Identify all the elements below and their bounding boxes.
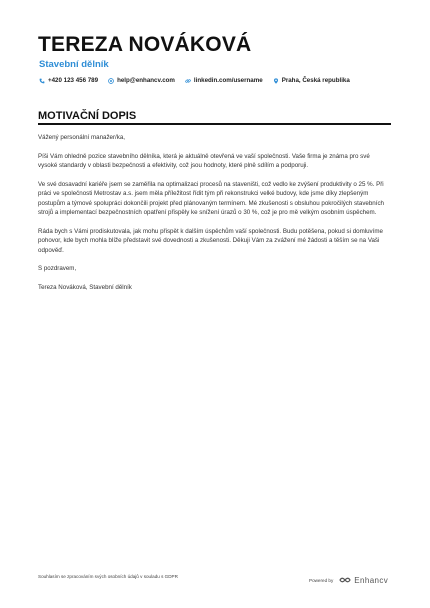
letter-signature: Tereza Nováková, Stavební dělník <box>38 283 132 291</box>
letter-paragraph: Ve své dosavadní kariéře jsem se zaměřila na optimalizaci procesů na staveništi, což vedlo ke zvýšení produktivity o 25 %. Při práci ve společnosti Metrostav a.s. jsem měla příležitost řídit tým při rekonstrukci velké budovy, kde jsme díky zlepšeným postupům a týmové spolupráci dokončili projekt před plánovaným termínem. Mé zkušenosti s obsluhou pokročilých stavebních strojů a implementací bezpečnostních opatření přispěly ke snížení úrazů o 30 %, což je pro mě velkým osobním úspěchem. <box>38 180 384 216</box>
section-divider <box>38 123 391 125</box>
contact-email[interactable] <box>108 77 175 84</box>
phone-icon <box>39 78 45 84</box>
location-pin-icon <box>273 78 279 84</box>
link-icon <box>185 78 191 84</box>
section-title: MOTIVAČNÍ DOPIS <box>38 110 137 122</box>
linkedin-text: linkedin.com/username <box>193 77 263 84</box>
gdpr-consent: Souhlasím se zpracováním svých osobních údajů v souladu s GDPR <box>38 574 178 579</box>
contact-location <box>273 77 350 84</box>
letter-paragraph: Ráda bych s Vámi prodiskutovala, jak mohu přispět k dalším úspěchům vaší společnosti. Budu potěšena, pokud si domluvíme pohovor, kde bych mohla blíže představit své dovednosti a zkušenosti. Děkuji Vám za zvážení mé žádosti a těším se na Vaši odpověď. <box>38 227 383 254</box>
contact-phone[interactable] <box>39 77 98 84</box>
contact-bar <box>39 77 350 84</box>
letter-body <box>38 133 390 301</box>
email-text: help@enhancv.com <box>117 77 175 84</box>
candidate-role: Stavební dělník <box>39 59 109 70</box>
enhancv-logo-icon <box>339 571 351 589</box>
letter-paragraph: Píši Vám ohledně pozice stavebního dělníka, která je aktuálně otevřená ve vaší společnosti. Vaše firma je známa pro své vysoké standardy v oblasti bezpečnosti a efektivity, což jsou hodnoty, které plně sdílím a podporuji. <box>38 152 370 169</box>
location-text: Praha, Česká republika <box>281 77 350 84</box>
phone-text: +420 123 456 789 <box>48 77 99 84</box>
brand-name: Enhancv <box>354 575 389 585</box>
candidate-name: TEREZA NOVÁKOVÁ <box>38 33 252 56</box>
at-icon <box>108 78 114 84</box>
contact-linkedin[interactable] <box>185 77 263 84</box>
brand-logo[interactable] <box>339 571 388 589</box>
letter-greeting: Vážený personální manažer/ka, <box>38 134 126 141</box>
powered-by-label: Powered by <box>309 577 334 583</box>
letter-closing: S pozdravem, <box>38 265 77 272</box>
powered-by <box>309 571 388 589</box>
